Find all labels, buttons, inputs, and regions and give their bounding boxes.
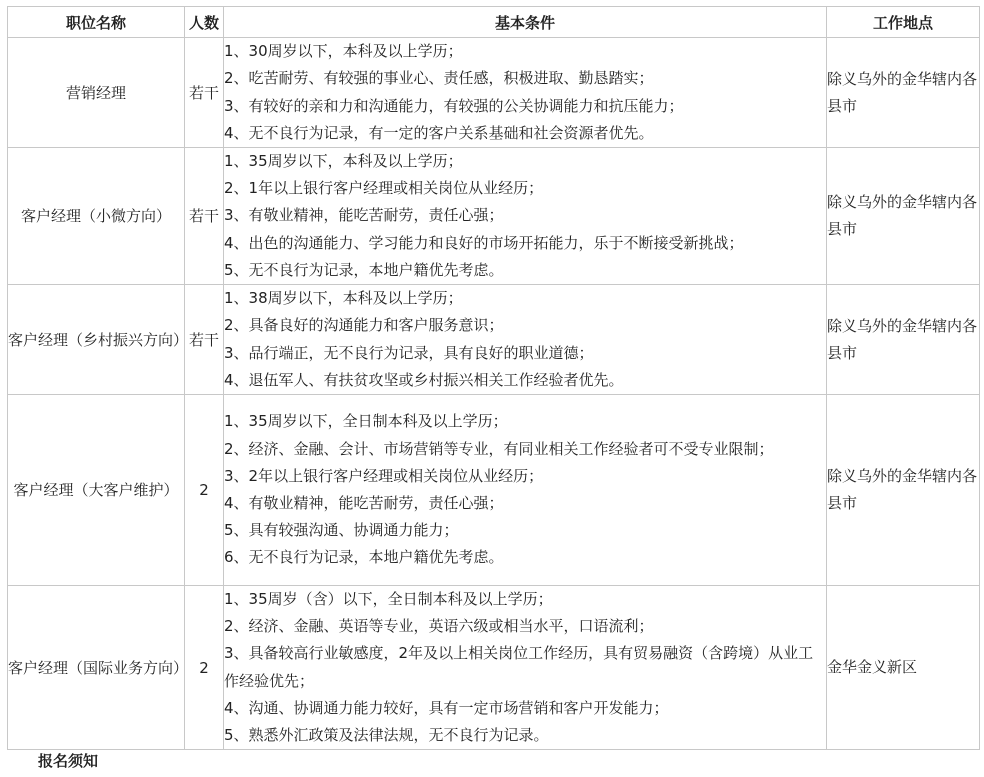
- table-header-row: [8, 7, 980, 38]
- position-name-cell: 客户经理（大客户维护）: [8, 395, 185, 586]
- headcount-cell: 2: [185, 395, 224, 586]
- table-row: [8, 586, 980, 750]
- condition-item: 2、吃苦耐劳、有较强的事业心、责任感，积极进取、勤恳踏实；: [224, 69, 654, 88]
- header-headcount: 人数: [185, 7, 224, 38]
- condition-item: 3、有较好的亲和力和沟通能力，有较强的公关协调能力和抗压能力；: [224, 96, 684, 115]
- condition-item: 3、具备较高行业敏感度，2年及以上相关岗位工作经历，具有贸易融资（含跨境）从业工作经验优先；: [224, 644, 814, 690]
- condition-item: 2、具备良好的沟通能力和客户服务意识；: [224, 316, 504, 335]
- location-cell: 除义乌外的金华辖内各县市: [827, 395, 980, 586]
- condition-item: 4、出色的沟通能力、学习能力和良好的市场开拓能力，乐于不断接受新挑战；: [224, 233, 744, 252]
- table-row: [8, 148, 980, 285]
- condition-item: 5、具有较强沟通、协调通力能力；: [224, 521, 459, 540]
- table-row: [8, 285, 980, 395]
- condition-item: 5、熟悉外汇政策及法律法规，无不良行为记录。: [224, 726, 549, 745]
- registration-notice-heading: 报名须知: [38, 752, 99, 770]
- table-row: [8, 38, 980, 148]
- condition-item: 6、无不良行为记录，本地户籍优先考虑。: [224, 548, 504, 567]
- location-cell: 除义乌外的金华辖内各县市: [827, 285, 980, 395]
- condition-item: 1、30周岁以下，本科及以上学历；: [224, 42, 463, 61]
- job-table: [7, 6, 980, 750]
- conditions-cell: [224, 586, 827, 750]
- table-body: [8, 38, 980, 750]
- condition-item: 4、有敬业精神，能吃苦耐劳，责任心强；: [224, 494, 504, 513]
- condition-item: 1、38周岁以下，本科及以上学历；: [224, 289, 463, 308]
- location-cell: 除义乌外的金华辖内各县市: [827, 38, 980, 148]
- condition-item: 3、有敬业精神，能吃苦耐劳，责任心强；: [224, 206, 504, 225]
- condition-item: 2、经济、金融、英语等专业，英语六级或相当水平，口语流利；: [224, 617, 654, 636]
- condition-item: 2、1年以上银行客户经理或相关岗位从业经历；: [224, 179, 544, 198]
- condition-item: 1、35周岁以下，本科及以上学历；: [224, 152, 463, 170]
- condition-item: 4、退伍军人、有扶贫攻坚或乡村振兴相关工作经验者优先。: [224, 370, 624, 389]
- position-name-cell: 客户经理（乡村振兴方向）: [8, 285, 185, 395]
- header-conditions: 基本条件: [224, 7, 827, 38]
- headcount-cell: 2: [185, 586, 224, 750]
- conditions-cell: [224, 148, 827, 285]
- condition-item: 2、经济、金融、会计、市场营销等专业，有同业相关工作经验者可不受专业限制；: [224, 439, 774, 458]
- position-name-cell: 营销经理: [8, 38, 185, 148]
- condition-item: 4、无不良行为记录，有一定的客户关系基础和社会资源者优先。: [224, 123, 654, 142]
- conditions-cell: [224, 395, 827, 586]
- header-position-name: 职位名称: [8, 7, 185, 38]
- condition-item: 5、无不良行为记录，本地户籍优先考虑。: [224, 260, 504, 279]
- condition-item: 1、35周岁以下，全日制本科及以上学历；: [224, 412, 508, 431]
- location-cell: 除义乌外的金华辖内各县市: [827, 148, 980, 285]
- position-name-cell: 客户经理（国际业务方向）: [8, 586, 185, 750]
- location-cell: 金华金义新区: [827, 586, 980, 750]
- position-name-cell: 客户经理（小微方向）: [8, 148, 185, 285]
- header-location: 工作地点: [827, 7, 980, 38]
- headcount-cell: 若干: [185, 148, 224, 285]
- conditions-cell: [224, 285, 827, 395]
- condition-item: 3、2年以上银行客户经理或相关岗位从业经历；: [224, 466, 544, 485]
- table-row: [8, 395, 980, 586]
- headcount-cell: 若干: [185, 285, 224, 395]
- condition-item: 4、沟通、协调通力能力较好，具有一定市场营销和客户开发能力；: [224, 698, 669, 717]
- headcount-cell: 若干: [185, 38, 224, 148]
- condition-item: 1、35周岁（含）以下，全日制本科及以上学历；: [224, 590, 553, 609]
- condition-item: 3、品行端正，无不良行为记录，具有良好的职业道德；: [224, 343, 594, 362]
- conditions-cell: [224, 38, 827, 148]
